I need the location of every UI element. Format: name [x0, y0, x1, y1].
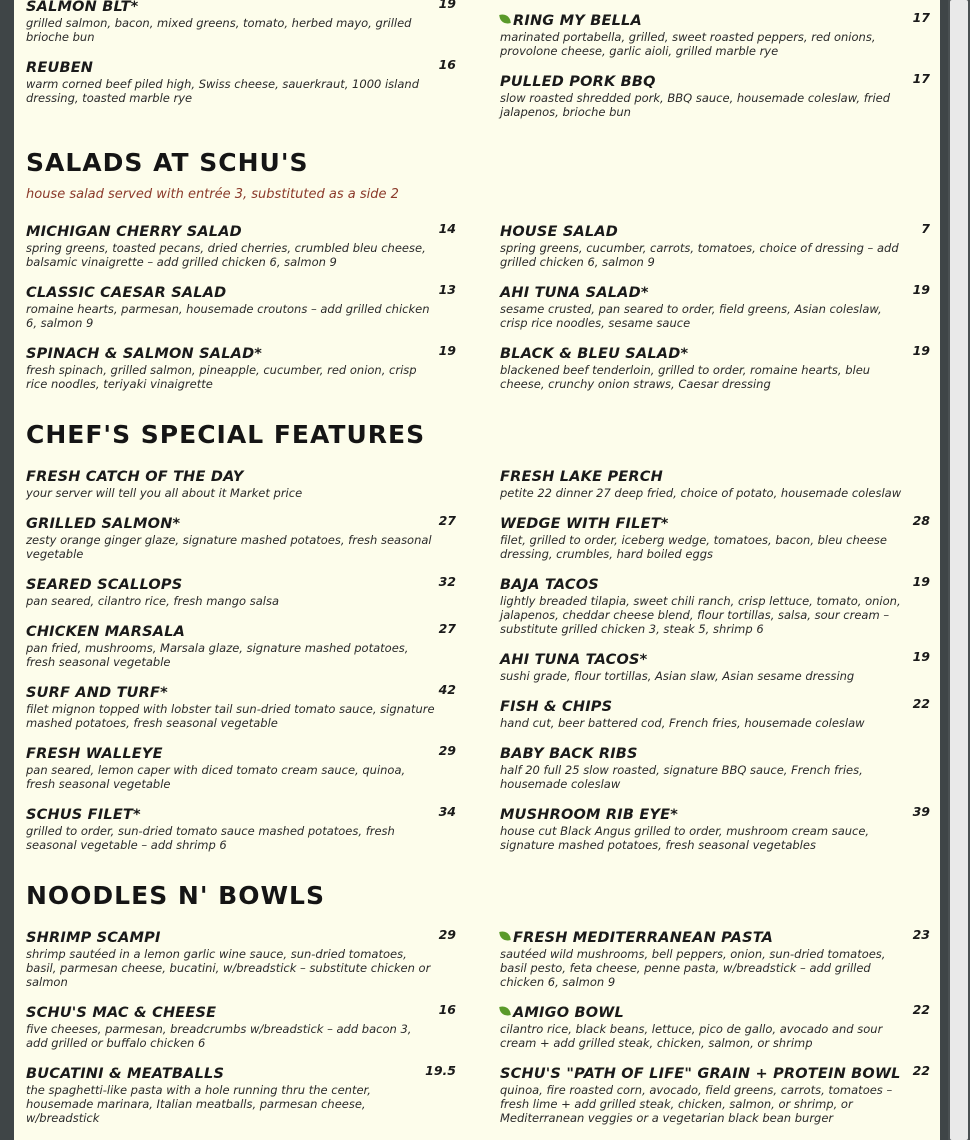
- menu-item: [500, 345, 930, 391]
- item-name: MICHIGAN CHERRY SALAD: [26, 224, 242, 240]
- item-name: SHRIMP SCAMPI: [26, 930, 161, 946]
- menu-item: [500, 1065, 930, 1125]
- item-price: 7: [921, 221, 930, 236]
- item-name: BLACK & BLEU SALAD*: [500, 346, 689, 362]
- item-name: BUCATINI & MEATBALLS: [26, 1066, 225, 1082]
- leaf-icon: [499, 930, 511, 942]
- menu-item: [26, 806, 456, 852]
- menu-item: [500, 284, 930, 330]
- menu-item: [500, 1004, 930, 1050]
- item-desc: pan fried, mushrooms, Marsala glaze, signature mashed potatoes, fresh seasonal vegetable: [26, 641, 409, 669]
- item-name: REUBEN: [26, 60, 94, 76]
- item-price: 16: [438, 57, 456, 72]
- menu-item: [500, 223, 930, 269]
- item-price: 16: [438, 1002, 456, 1017]
- item-name: WEDGE WITH FILET*: [500, 516, 669, 532]
- menu-item: [26, 468, 456, 500]
- item-name: HOUSE SALAD: [500, 224, 618, 240]
- item-name: PULLED PORK BBQ: [500, 74, 656, 90]
- menu-item: [500, 73, 930, 119]
- leaf-icon: [499, 13, 511, 25]
- menu-item: [26, 1065, 456, 1125]
- item-name: RING MY BELLA: [513, 13, 642, 29]
- item-name: GRILLED SALMON*: [26, 516, 181, 532]
- item-desc: sesame crusted, pan seared to order, field greens, Asian coleslaw, crisp rice noodles, sesame sauce: [500, 302, 882, 330]
- item-desc: house cut Black Angus grilled to order, mushroom cream sauce, signature mashed potatoes, fresh seasonal vegetables: [500, 824, 870, 852]
- item-price: 17: [912, 71, 930, 86]
- item-price: 29: [438, 927, 456, 942]
- item-desc: lightly breaded tilapia, sweet chili ranch, crisp lettuce, tomato, onion, jalapenos, cheddar cheese blend, flour tortillas, salsa, sour cream – substitute grilled chicken 3, steak 5, shrimp 6: [500, 594, 901, 636]
- item-price: 27: [438, 513, 456, 528]
- menu-item: [26, 345, 456, 391]
- menu-item: [500, 698, 930, 730]
- item-name: FRESH WALLEYE: [26, 746, 163, 762]
- item-price: 32: [438, 574, 456, 589]
- item-name: FRESH CATCH OF THE DAY: [26, 469, 244, 485]
- item-desc: pan seared, lemon caper with diced tomato cream sauce, quinoa, fresh seasonal vegetable: [26, 763, 406, 791]
- item-price: 19: [438, 343, 456, 358]
- item-name: FISH & CHIPS: [500, 699, 613, 715]
- item-desc: five cheeses, parmesan, breadcrumbs w/breadstick – add bacon 3, add grilled or buffalo chicken 6: [26, 1022, 412, 1050]
- menu-item: [26, 929, 456, 989]
- item-price: 34: [438, 804, 456, 819]
- section-heading-chefs-features: CHEF'S SPECIAL FEATURES: [26, 420, 426, 449]
- item-desc: filet mignon topped with lobster tail sun-dried tomato sauce, signature mashed potatoes, fresh seasonal vegetable: [26, 702, 435, 730]
- menu-item: [26, 745, 456, 791]
- item-desc: zesty orange ginger glaze, signature mashed potatoes, fresh seasonal vegetable: [26, 533, 432, 561]
- menu-item: [26, 284, 456, 330]
- item-desc: marinated portabella, grilled, sweet roasted peppers, red onions, provolone cheese, garlic aioli, grilled marble rye: [500, 30, 876, 58]
- item-name: BAJA TACOS: [500, 577, 599, 593]
- item-desc: shrimp sautéed in a lemon garlic wine sauce, sun-dried tomatoes, basil, parmesan cheese, bucatini, w/breadstick – substitute chicken or salmon: [26, 947, 431, 989]
- item-desc: grilled salmon, bacon, mixed greens, tomato, herbed mayo, grilled brioche bun: [26, 16, 412, 44]
- item-desc: cilantro rice, black beans, lettuce, pico de gallo, avocado and sour cream + add grilled steak, chicken, salmon, or shrimp: [500, 1022, 883, 1050]
- item-name: SPINACH & SALMON SALAD*: [26, 346, 263, 362]
- item-price: 28: [912, 513, 930, 528]
- item-desc: your server will tell you all about it Market price: [26, 486, 303, 500]
- item-name: SCHUS FILET*: [26, 807, 141, 823]
- menu-item: [26, 623, 456, 669]
- item-price: 42: [438, 682, 456, 697]
- item-price: 19: [438, 0, 456, 11]
- section-heading-salads: SALADS AT SCHU'S: [26, 148, 309, 177]
- item-desc: the spaghetti-like pasta with a hole running thru the center, housemade marinara, Italian meatballs, parmesan cheese, w/breadstick: [26, 1083, 371, 1125]
- section-note: house salad served with entrée 3, substituted as a side 2: [26, 187, 399, 202]
- leaf-icon: [499, 1005, 511, 1017]
- item-price: 22: [912, 1063, 930, 1078]
- item-price: 19.5: [425, 1063, 456, 1078]
- item-price: 22: [912, 1002, 930, 1017]
- item-name: AHI TUNA TACOS*: [500, 652, 648, 668]
- item-name: MUSHROOM RIB EYE*: [500, 807, 679, 823]
- menu-item: [500, 745, 930, 791]
- item-desc: petite 22 dinner 27 deep fried, choice of potato, housemade coleslaw: [500, 486, 902, 500]
- menu-item: [26, 59, 456, 105]
- item-desc: hand cut, beer battered cod, French fries, housemade coleslaw: [500, 716, 865, 730]
- item-price: 13: [438, 282, 456, 297]
- item-name: CHICKEN MARSALA: [26, 624, 186, 640]
- menu-item: [500, 468, 930, 500]
- item-name: AHI TUNA SALAD*: [500, 285, 649, 301]
- menu-item: [26, 576, 456, 608]
- item-price: 29: [438, 743, 456, 758]
- item-name: BABY BACK RIBS: [500, 746, 638, 762]
- menu-item: [500, 806, 930, 852]
- menu-item: [26, 1004, 456, 1050]
- item-name: CLASSIC CAESAR SALAD: [26, 285, 227, 301]
- menu-item: [500, 651, 930, 683]
- item-desc: spring greens, cucumber, carrots, tomatoes, choice of dressing – add grilled chicken 6, salmon 9: [500, 241, 899, 269]
- item-name: SURF AND TURF*: [26, 685, 168, 701]
- item-desc: half 20 full 25 slow roasted, signature BBQ sauce, French fries, housemade coleslaw: [500, 763, 863, 791]
- item-desc: blackened beef tenderloin, grilled to order, romaine hearts, bleu cheese, crunchy onion straws, Caesar dressing: [500, 363, 871, 391]
- item-desc: romaine hearts, parmesan, housemade croutons – add grilled chicken 6, salmon 9: [26, 302, 430, 330]
- menu-item: [26, 684, 456, 730]
- scrollbar-thumb[interactable]: [950, 0, 968, 1140]
- item-price: 27: [438, 621, 456, 636]
- item-price: 23: [912, 927, 930, 942]
- item-name: SEARED SCALLOPS: [26, 577, 183, 593]
- menu-item: [26, 223, 456, 269]
- item-desc: pan seared, cilantro rice, fresh mango salsa: [26, 594, 280, 608]
- item-price: 22: [912, 696, 930, 711]
- item-name: SCHU'S MAC & CHEESE: [26, 1005, 217, 1021]
- menu-item: [500, 929, 930, 989]
- menu-item: [26, 0, 456, 44]
- menu-item: [26, 515, 456, 561]
- item-desc: spring greens, toasted pecans, dried cherries, crumbled bleu cheese, balsamic vinaigrette – add grilled chicken 6, salmon 9: [26, 241, 426, 269]
- menu-item: [500, 12, 930, 58]
- item-price: 39: [912, 804, 930, 819]
- section-heading-noodles-bowls: NOODLES N' BOWLS: [26, 881, 325, 910]
- item-desc: warm corned beef piled high, Swiss cheese, sauerkraut, 1000 island dressing, toasted marble rye: [26, 77, 419, 105]
- item-name: SCHU'S "PATH OF LIFE" GRAIN + PROTEIN BOWL: [500, 1066, 901, 1082]
- item-price: 17: [912, 10, 930, 25]
- item-desc: grilled to order, sun-dried tomato sauce mashed potatoes, fresh seasonal vegetable – add shrimp 6: [26, 824, 395, 852]
- item-desc: filet, grilled to order, iceberg wedge, tomatoes, bacon, bleu cheese dressing, crumbles, hard boiled eggs: [500, 533, 887, 561]
- item-desc: sautéed wild mushrooms, bell peppers, onion, sun-dried tomatoes, basil pesto, feta cheese, penne pasta, w/breadstick – add grilled chicken 6, salmon 9: [500, 947, 886, 989]
- item-desc: slow roasted shredded pork, BBQ sauce, housemade coleslaw, fried jalapenos, brioche bun: [500, 91, 891, 119]
- menu-item: [500, 515, 930, 561]
- item-price: 19: [912, 574, 930, 589]
- item-price: 19: [912, 343, 930, 358]
- item-name: SALMON BLT*: [26, 0, 139, 15]
- item-desc: quinoa, fire roasted corn, avocado, field greens, carrots, tomatoes – fresh lime + add grilled steak, chicken, salmon, or shrimp, or Mediterranean veggies or a vegetarian black bean burger: [500, 1083, 893, 1125]
- item-price: 19: [912, 649, 930, 664]
- item-name: AMIGO BOWL: [513, 1005, 624, 1021]
- item-desc: fresh spinach, grilled salmon, pineapple, cucumber, red onion, crisp rice noodles, teriyaki vinaigrette: [26, 363, 417, 391]
- item-name: FRESH MEDITERRANEAN PASTA: [513, 930, 774, 946]
- item-name: FRESH LAKE PERCH: [500, 469, 663, 485]
- item-price: 14: [438, 221, 456, 236]
- menu-item: [500, 576, 930, 636]
- item-desc: sushi grade, flour tortillas, Asian slaw, Asian sesame dressing: [500, 669, 855, 683]
- item-price: 19: [912, 282, 930, 297]
